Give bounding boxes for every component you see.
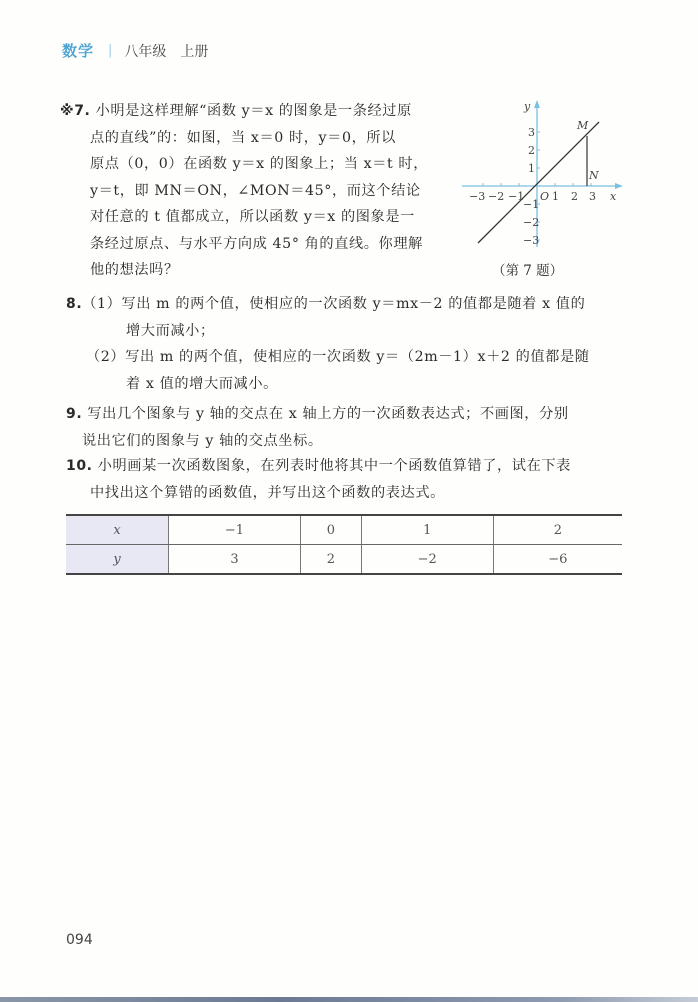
function-value-table [66,514,622,575]
x-tick-label: −3 [469,190,486,203]
table-cell: 2 [301,545,362,575]
y-tick-label: 2 [528,144,535,157]
table-cell: −6 [493,545,622,575]
question-text-continued: 说出它们的图象与 y 轴的交点坐标。 [82,432,323,449]
question-7-line: 他的想法吗？ [90,262,179,278]
table-row-header: y [66,545,169,575]
question-number: 10. [66,458,93,474]
question-10 [66,453,636,506]
part-text-continued: 增大而减小； [126,322,215,339]
part-label: （2） [86,349,126,365]
table-row-x [66,515,622,545]
question-8-part-1 [66,291,636,318]
part-text: 写出 m 的两个值，使相应的一次函数 y＝（2m－1）x＋2 的值都是随 [125,349,590,365]
part-text-continued: 着 x 值的增大而减小。 [126,375,278,392]
question-7-line: 对任意的 t 值都成立，所以函数 y＝x 的图象是一 [90,209,415,225]
table-cell: 1 [361,515,493,545]
scan-edge-border [0,997,698,1002]
volume-label: 上册 [180,43,209,60]
origin-label: O [540,190,550,203]
coordinate-plane [458,97,628,257]
question-text: 写出几个图象与 y 轴的交点在 x 轴上方的一次函数表达式；不画图，分别 [87,406,569,422]
question-9 [66,401,636,454]
point-m-label: M [577,119,589,132]
question-7-line: 条经过原点、与水平方向成 45° 角的直线。你理解 [90,235,423,252]
question-8-part-2 [66,344,636,371]
figure-caption: （第 7 题） [492,263,564,279]
question-9-line [66,401,636,428]
question-number: 9. [66,406,83,422]
y-axis-label: y [524,100,531,113]
header-separator: | [108,43,113,58]
question-7-line: y＝t，即 MN＝ON，∠MON＝45°，而这个结论 [90,182,421,199]
y-tick-label: 1 [528,162,535,175]
question-7-line: 点的直线”的：如图，当 x＝0 时，y＝0，所以 [90,129,396,146]
question-7-line: 原点（0，0）在函数 y＝x 的图象上；当 x＝t 时， [90,156,428,172]
table-cell: 3 [169,545,301,575]
question-text-continued: 中找出这个算错的函数值，并写出这个函数的表达式。 [90,484,445,501]
table-cell: 0 [301,515,362,545]
table-cell: −2 [361,545,493,575]
table-row-header: x [66,515,169,545]
y-tick-label: 3 [528,126,535,139]
table-cell: −1 [169,515,301,545]
grade-label: 八年级 [124,43,167,60]
y-tick-label: −2 [523,216,540,229]
question-10-line [66,453,636,480]
x-tick-label: 1 [552,190,559,203]
table-cell: 2 [493,515,622,545]
part-label: （1） [82,296,122,312]
table-row-y [66,545,622,575]
x-tick-label: −2 [488,190,505,203]
x-tick-label: 2 [571,190,578,203]
question-8 [66,291,636,397]
x-tick-label: −1 [508,190,525,203]
question-7 [60,98,460,284]
question-number: ※7. [60,103,91,119]
part-text: 写出 m 的两个值，使相应的一次函数 y＝mx－2 的值都是随着 x 值的 [121,296,586,312]
y-tick-label: −3 [523,234,540,247]
page-header [62,40,208,61]
question-number: 8. [66,296,83,312]
point-n-label: N [589,169,599,182]
subject-title: 数学 [62,42,95,60]
page-number: 094 [66,932,93,948]
x-tick-label: 3 [589,190,596,203]
y-tick-label: −1 [523,198,540,211]
question-text: 小明是这样理解“函数 y＝x 的图象是一条经过原 [95,103,412,119]
question-text: 小明画某一次函数图象，在列表时他将其中一个函数值算错了，试在下表 [97,458,571,474]
question-7-line [60,98,460,125]
x-axis-label: x [610,190,617,203]
figure-7-coordinate-graph [458,97,628,282]
